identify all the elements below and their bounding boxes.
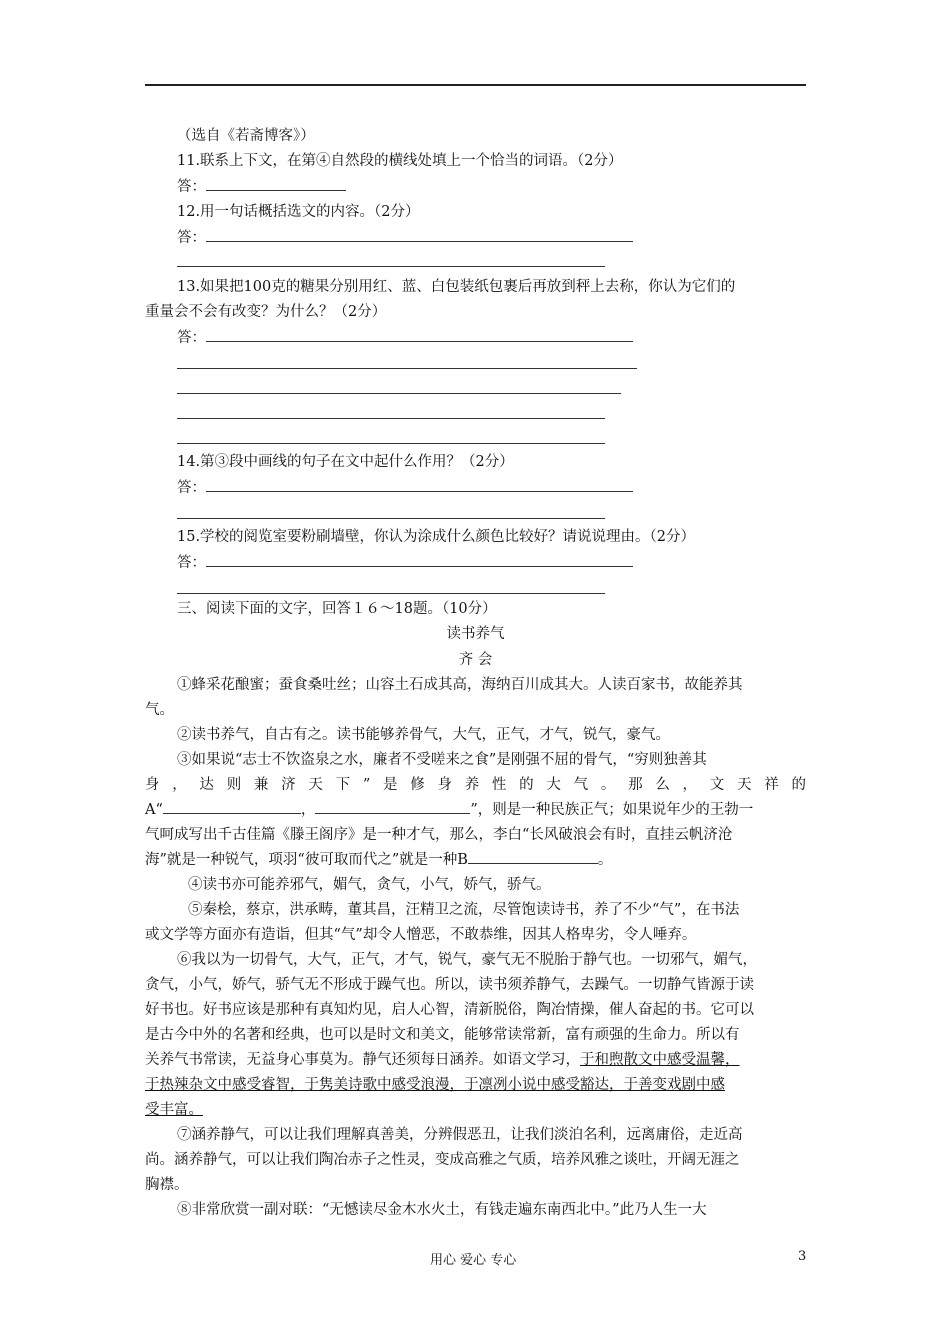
answer-12 (177, 226, 838, 250)
paragraph-6-line4: 是古今中外的名著和经典，也可以是时文和美文，能够常读常新，富有顽强的生命力。所以有 (145, 1027, 740, 1043)
fill-blank-a1[interactable] (163, 799, 301, 814)
answer-line[interactable] (177, 593, 605, 594)
paragraph-3-line1: ③如果说“志士不饮盗泉之水，廉者不受嗟来之食”是刚强不屈的骨气，“穷则独善其 (177, 752, 707, 768)
question-15: 15.学校的阅览室要粉刷墙壁，你认为涂成什么颜色比较好？请说说理由。（2分） (177, 529, 696, 545)
text: 海”就是一种锐气，项羽“彼可取而代之”就是一种B (145, 852, 468, 868)
answer-blank[interactable] (206, 176, 346, 191)
paragraph-6-line3: 好书也。好书应该是那种有真知灼见，启人心智，清新脱俗，陶冶情操，催人奋起的书。它可以 (145, 1002, 754, 1018)
answer-11 (177, 175, 838, 199)
paragraph-7-line3: 胸襟。 (145, 1177, 189, 1193)
answer-blank[interactable] (206, 327, 633, 342)
answer-line[interactable] (177, 368, 637, 369)
text: ”，则是一种民族正气；如果说年少的王勃一 (470, 802, 754, 818)
paragraph-3-line4: 气呵成写出千古佳篇《滕王阁序》是一种才气，那么，李白“长风破浪会有时，直挂云帆济沧 (145, 827, 733, 843)
paragraph-3-line5 (145, 848, 806, 872)
question-11: 11.联系上下文，在第④自然段的横线处填上一个恰当的词语。（2分） (177, 153, 623, 169)
answer-line[interactable] (177, 443, 605, 444)
text: 关养气书常读，无益身心事莫为。静气还须每日涵养。如语文学习， (145, 1052, 580, 1068)
paragraph-6-line1: ⑥我以为一切骨气，大气，正气，才气，锐气，豪气无不脱胎于静气也。一切邪气，媚气， (177, 952, 757, 968)
answer-label: 答： (177, 330, 206, 346)
paragraph-3-line2: 身，达则兼济天下”是修身养性的大气。那么，文天祥的 (145, 777, 806, 793)
source-line: （选自《若斋博客》） (177, 128, 315, 144)
answer-line[interactable] (177, 393, 621, 394)
answer-13 (177, 326, 838, 350)
paragraph-5-line1: ⑤秦桧，蔡京，洪承畴，董其昌，汪精卫之流，尽管饱读诗书，养了不少“气”，在书法 (188, 902, 740, 918)
underlined-sentence: 受丰富。 (145, 1102, 203, 1118)
paragraph-1-line1: ①蜂采花酿蜜；蚕食桑吐丝；山容土石成其高，海纳百川成其大。人读百家书，故能养其 (177, 677, 743, 693)
section-3-heading: 三、阅读下面的文字，回答１６～18题。（10分） (177, 601, 497, 617)
answer-line[interactable] (177, 518, 605, 519)
header-rule (145, 84, 806, 86)
paragraph-6-line5 (145, 1048, 806, 1072)
fill-blank-b[interactable] (468, 849, 598, 864)
paragraph-6-line2: 贪气，小气，娇气，骄气无不形成于躁气也。所以，读书须养静气，去躁气。一切静气皆源于读 (145, 977, 754, 993)
answer-label: 答： (177, 480, 206, 496)
fill-blank-a2[interactable] (315, 799, 470, 814)
answer-line[interactable] (177, 266, 605, 267)
article-title: 读书养气 (446, 626, 505, 642)
question-12: 12.用一句话概括选文的内容。（2分） (177, 204, 420, 220)
underlined-sentence: 于热辣杂文中感受睿智，于隽美诗歌中感受浪漫，于凛冽小说中感受豁达，于善变戏剧中感 (145, 1077, 725, 1093)
paragraph-7-line1: ⑦涵养静气，可以让我们理解真善美，分辨假恶丑，让我们淡泊名利，远离庸俗，走近高 (177, 1127, 743, 1143)
answer-14 (177, 476, 838, 500)
text: 。 (597, 852, 613, 868)
answer-blank[interactable] (206, 552, 633, 567)
question-14: 14.第③段中画线的句子在文中起什么作用？（2分） (177, 454, 514, 470)
footer-slogan: 用心 爱心 专心 (430, 1253, 517, 1268)
paragraph-3-line3 (145, 798, 806, 822)
text: A“ (145, 802, 163, 818)
paragraph-8-line1: ⑧非常欣赏一副对联：“无憾读尽金木水火土，有钱走遍东南西北中。”此乃人生一大 (177, 1202, 707, 1218)
question-13-line1: 13.如果把100克的糖果分别用红、蓝、白包装纸包裹后再放到秤上去称，你认为它们的 (177, 279, 736, 295)
page-number: 3 (798, 1249, 807, 1264)
underlined-sentence: 于和煦散文中感受温馨， (580, 1052, 740, 1068)
article-author: 齐 会 (458, 652, 493, 668)
answer-label: 答： (177, 179, 206, 195)
text: ， (300, 802, 316, 818)
paragraph-1-line2: 气。 (145, 702, 174, 718)
answer-line[interactable] (177, 418, 605, 419)
answer-15 (177, 551, 838, 575)
paragraph-4: ④读书亦可能养邪气，媚气，贪气，小气，娇气，骄气。 (188, 877, 551, 893)
answer-blank[interactable] (206, 227, 633, 242)
paragraph-5-line2: 或文学等方面亦有造诣，但其“气”却令人憎恶，不敢恭维，因其人格卑劣，令人唾弃。 (145, 927, 697, 943)
paragraph-2: ②读书养气，自古有之。读书能够养骨气，大气，正气，才气，锐气，豪气。 (177, 727, 670, 743)
paragraph-7-line2: 尚。涵养静气，可以让我们陶冶赤子之性灵，变成高雅之气质，培养风雅之谈吐，开阔无涯之 (145, 1152, 740, 1168)
answer-label: 答： (177, 230, 206, 246)
answer-label: 答： (177, 555, 206, 571)
question-13-line2: 重量会不会有改变？为什么？（2分） (145, 304, 387, 320)
answer-blank[interactable] (206, 477, 633, 492)
